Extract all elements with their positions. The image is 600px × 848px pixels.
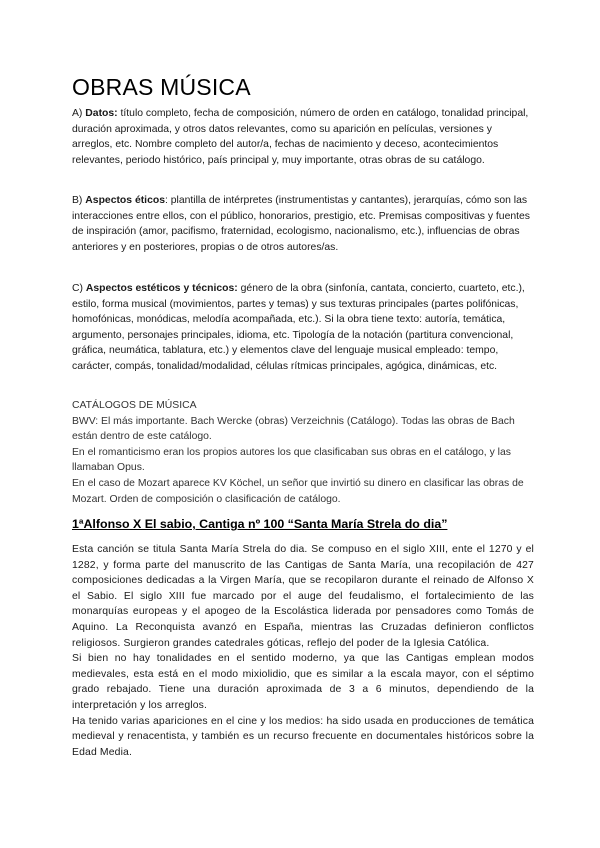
catalogos-section [72, 398, 534, 507]
song-paragraph-modes: Si bien no hay tonalidades en el sentido moderno, ya que las Cantigas emplean modos medievales, esta está en el modo mixiolidio, que es similar a la escala mayor, con el séptimo grado rebajado. Tiene una duración aproximada de 3 a 6 minutos, dependiendo de la interpretación y los arreglos. [72, 653, 534, 711]
section-c-text: género de la obra (sinfonía, cantata, concierto, cuarteto, etc.), estilo, forma musical (movimientos, partes y temas) y sus texturas principales (partes polifónicas, homofónicas, monódicas, melodía acompañada, etc.). Si la obra tiene texto: autoría, temática, argumento, personajes principales, idioma, etc. Tipología de la notación (partitura convencional, gráfica, neumática, tablatura, etc.) y elementos clave del lenguaje musical empleado: tempo, carácter, compás, tonalidad/modalidad, células rítmicas principales, agógica, dinámicas, etc. [72, 283, 525, 372]
section-a-prefix: A) [72, 108, 86, 119]
catalogos-opus: En el romanticismo eran los propios autores los que clasificaban sus obras en el catálogo, y las llamaban Opus. [72, 446, 511, 474]
section-b-aspectos-eticos [72, 193, 534, 255]
section-a-datos [72, 106, 534, 168]
section-b-label: Aspectos éticos [85, 195, 165, 206]
song-paragraph-history: Esta canción se titula Santa María Strela do dia. Se compuso en el siglo XIII, ente el 1270 y el 1282, y forma parte del manuscrito de las Cantigas de Santa María, una recopilación de 427 composiciones dedicadas a la Virgen María, que se recopilaron durante el reinado de Alfonso X el Sabio. El siglo XIII fue marcado por el auge del feudalismo, el fortalecimiento de las monarquías europeas y el apogeo de la Escolástica liderada por pensadores como Tomás de Aquino. La Reconquista avanzó en España, mientras las Cruzadas definieron conflictos religiosos. Surgieron grandes catedrales góticas, reflejo del poder de la Iglesia Católica. [72, 544, 534, 649]
song-paragraph-media: Ha tenido varias apariciones en el cine y los medios: ha sido usada en producciones de temática medieval y renacentista, y también es un recurso frecuente en documentales históricos sobre la Edad Media. [72, 715, 534, 758]
catalogos-bwv: BWV: El más importante. Bach Wercke (obras) Verzeichnis (Catálogo). Todas las obras de Bach están dentro de este catálogo. [72, 415, 515, 443]
section-b-text: : plantilla de intérpretes (instrumentistas y cantantes), jerarquías, cómo son las interacciones entre ellos, con el público, honorarios, prestigio, etc. Premisas compositivas y fuentes de inspiración (amor, pacifismo, fraternidad, ecologismo, nacionalismo, etc.), influencias de obras anteriores y en posteriores, propias o de otros autores/as. [72, 195, 530, 253]
section-b-prefix: B) [72, 195, 86, 206]
page-title: OBRAS MÚSICA [72, 74, 251, 100]
section-c-prefix: C) [72, 283, 86, 294]
catalogos-heading: CATÁLOGOS DE MÚSICA [72, 400, 197, 411]
song-body [72, 542, 534, 760]
catalogos-kv: En el caso de Mozart aparece KV Köchel, un señor que invirtió su dinero en clasificar las obras de Mozart. Orden de composición o clasificación de catálogo. [72, 477, 524, 505]
song-title: 1ªAlfonso X El sabio, Cantiga nº 100 “Santa María Strela do dia” [72, 517, 448, 531]
section-c-aspectos-esteticos [72, 281, 534, 375]
section-c-label: Aspectos estéticos y técnicos: [85, 283, 238, 294]
section-a-label: Datos: [85, 108, 118, 119]
section-a-text: título completo, fecha de composición, número de orden en catálogo, tonalidad principal, duración aproximada, y otros datos relevantes, como su aparición en películas, versiones y arreglos, etc. Nombre completo del autor/a, fechas de nacimiento y deceso, acontecimientos relevantes, periodo histórico, país principal y, muy importante, otras obras de su catálogo. [72, 108, 529, 166]
